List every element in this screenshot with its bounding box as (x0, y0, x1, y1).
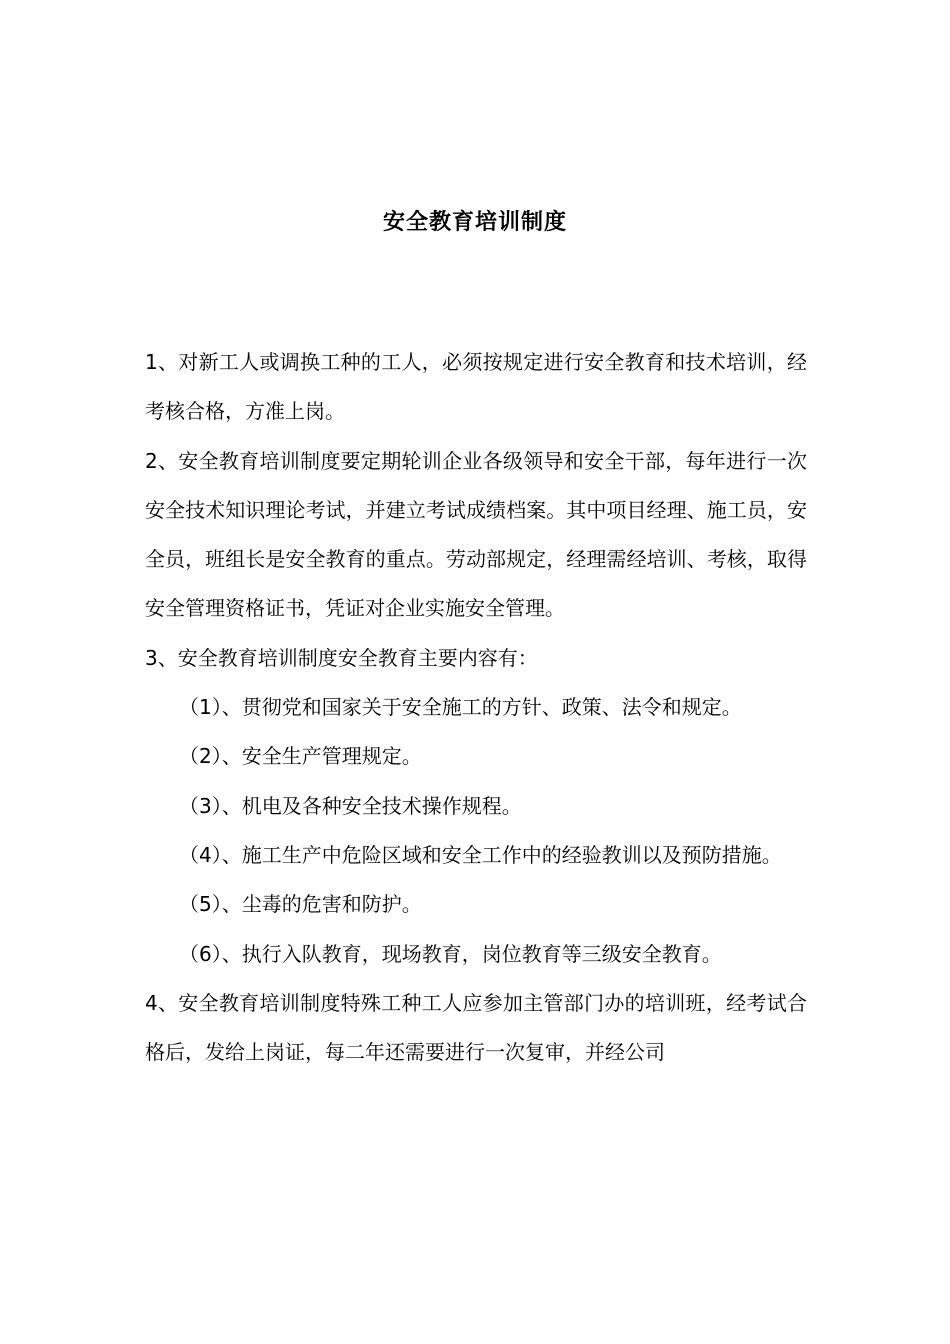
list-item-6: （6）、执行入队教育，现场教育，岗位教育等三级安全教育。 (179, 941, 722, 966)
list-item-5: （5）、尘毒的危害和防护。 (179, 892, 422, 917)
list-item-1: （1）、贯彻党和国家关于安全施工的方针、政策、法令和规定。 (179, 695, 742, 720)
document-title: 安全教育培训制度 (382, 210, 567, 235)
paragraph-4: 4、安全教育培训制度特殊工种工人应参加主管部门办的培训班，经考试合格后，发给上岗证，每二年还需要进行一次复审，并经公司 (145, 990, 807, 1065)
document-body (145, 338, 807, 1077)
paragraph-2: 2、安全教育培训制度要定期轮训企业各级领导和安全干部，每年进行一次安全技术知识理论考试，并建立考试成绩档案。其中项目经理、施工员，安全员，班组长是安全教育的重点。劳动部规定，经理需经培训、考核，取得安全管理资格证书，凭证对企业实施安全管理。 (145, 448, 807, 621)
list-item-2: （2）、安全生产管理规定。 (179, 744, 422, 769)
list-item-3: （3）、机电及各种安全技术操作规程。 (179, 793, 522, 818)
paragraph-3: 3、安全教育培训制度安全教育主要内容有： (145, 645, 538, 670)
paragraph-1: 1、对新工人或调换工种的工人，必须按规定进行安全教育和技术培训，经考核合格，方准上岗。 (145, 350, 807, 424)
list-item-4: （4）、施工生产中危险区域和安全工作中的经验教训以及预防措施。 (179, 842, 782, 867)
